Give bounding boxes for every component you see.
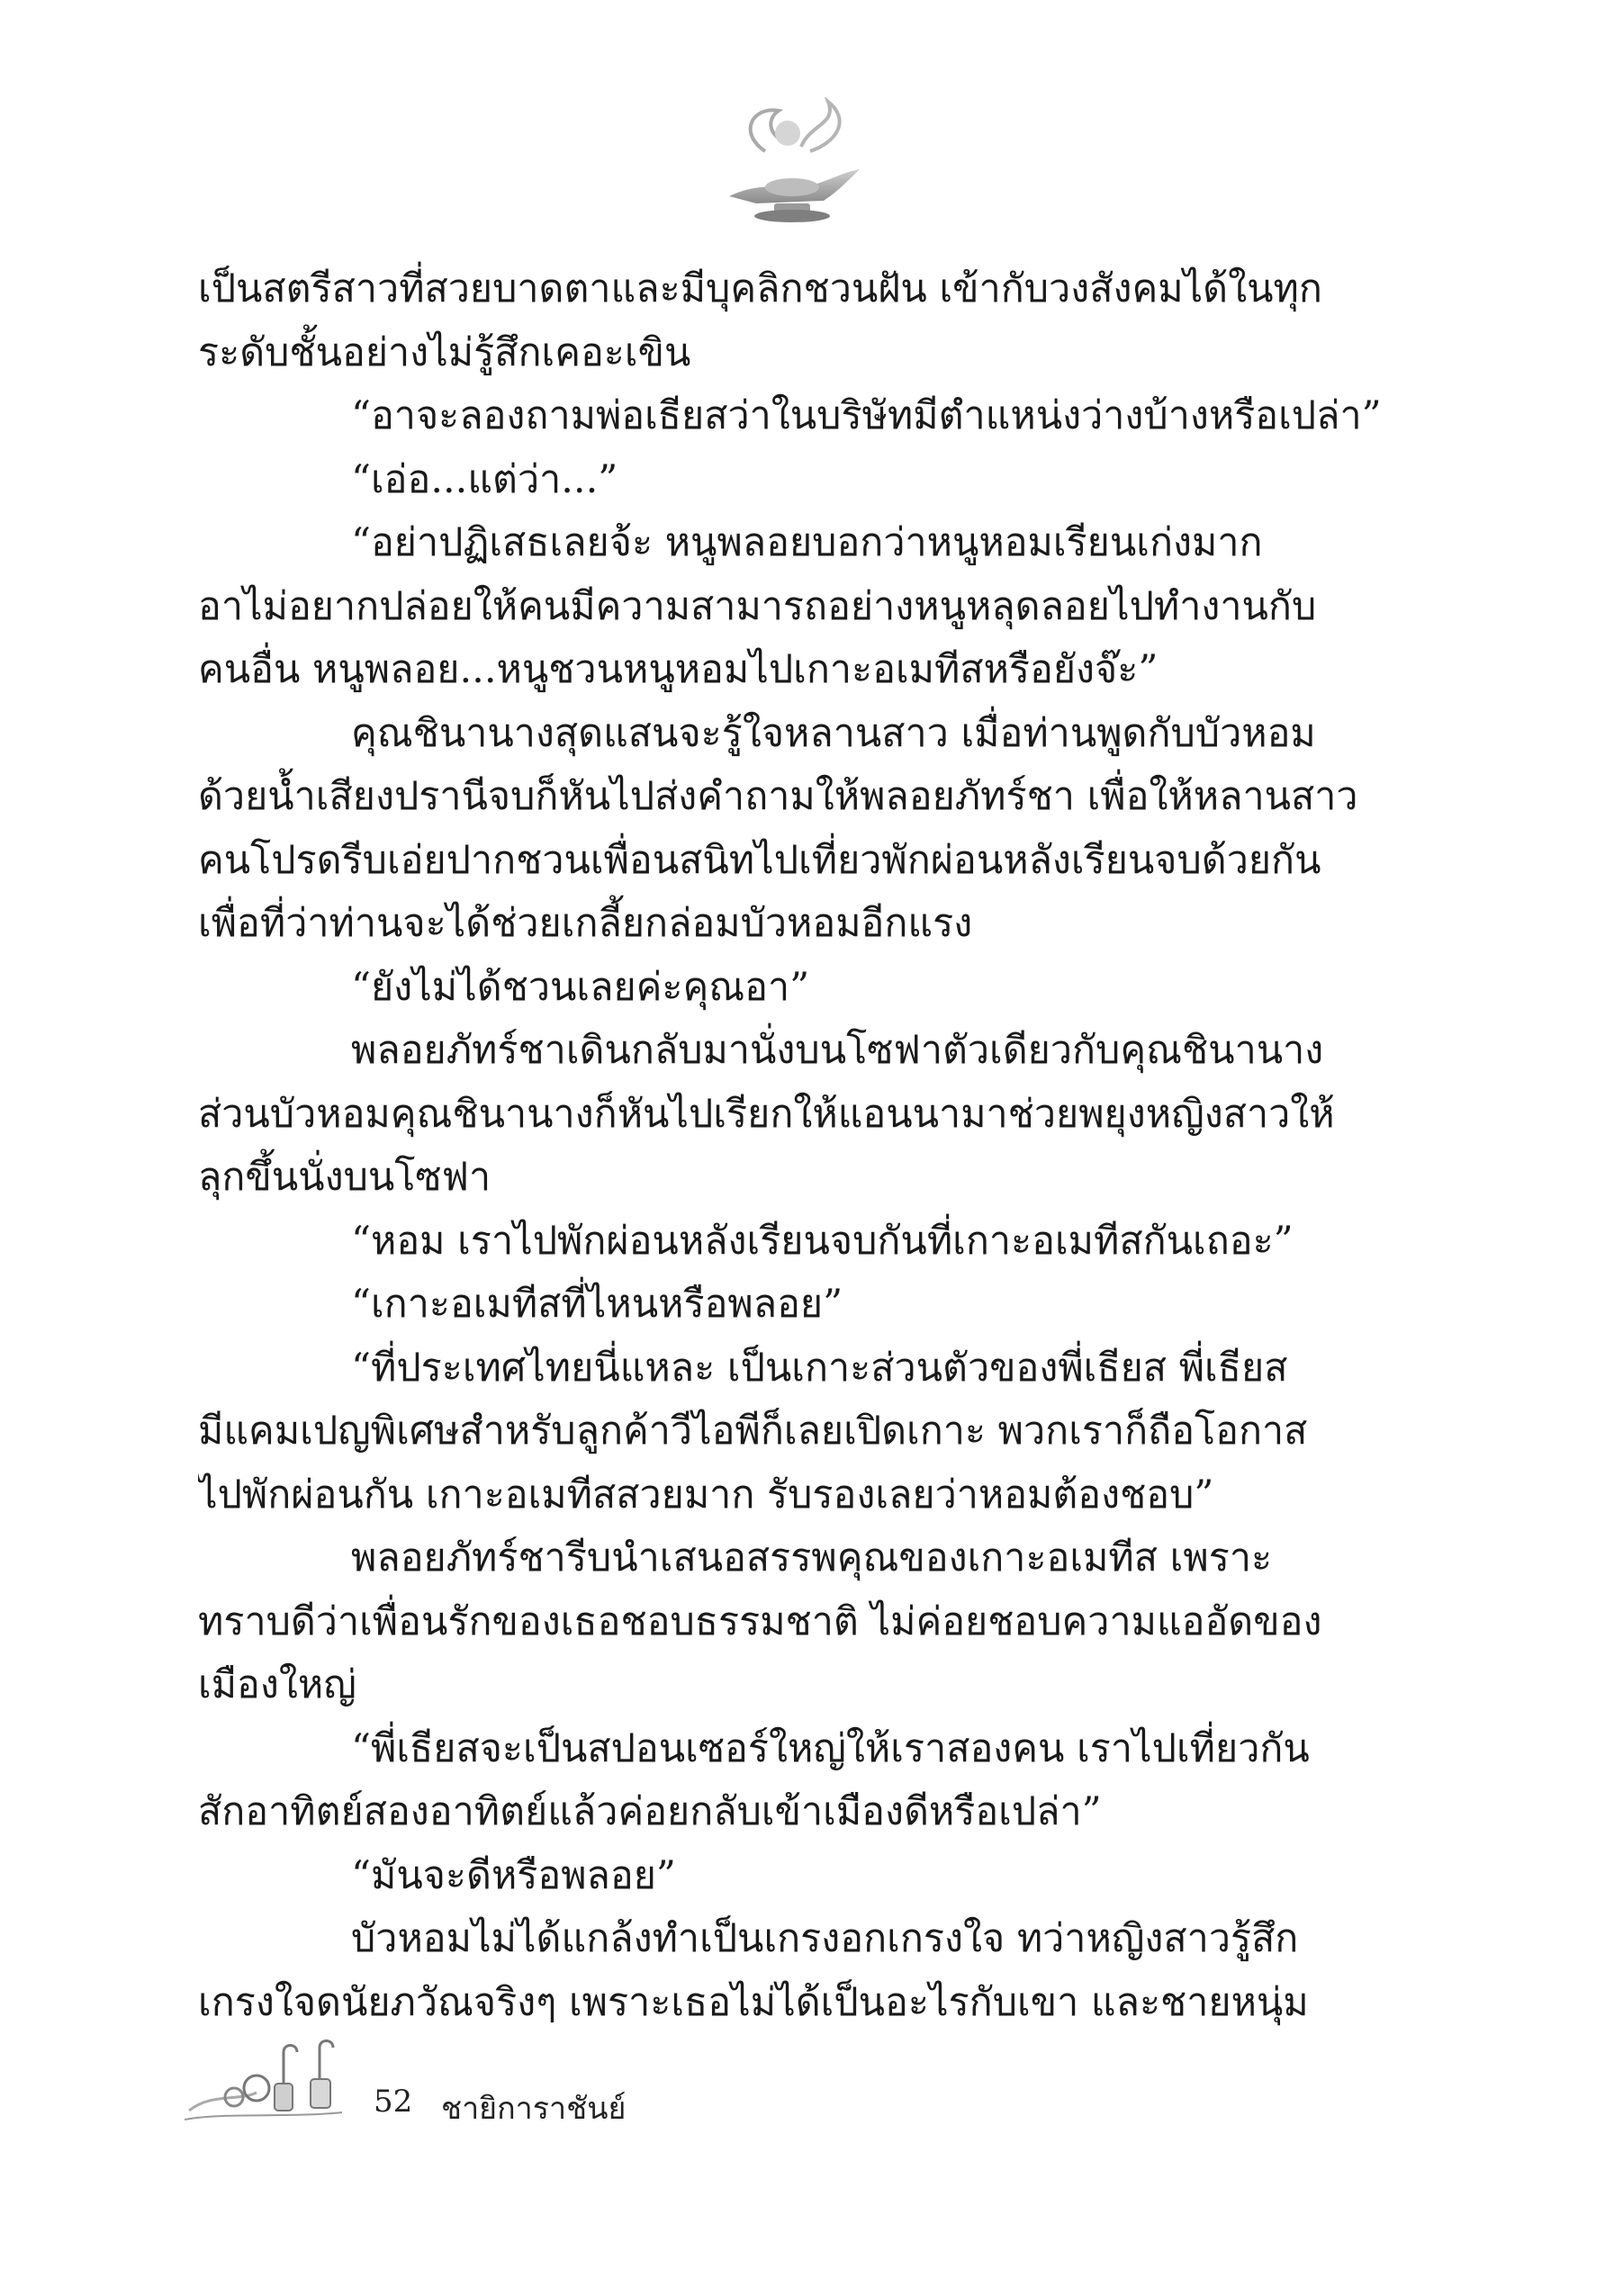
text-line: “หอม เราไปพักผ่อนหลังเรียนจบกันที่เกาะอเมทีสกันเถอะ” [351, 1218, 1294, 1264]
text-line: ระดับชั้นอย่างไม่รู้สึกเคอะเขิน [198, 329, 691, 375]
text-line: “ยังไม่ได้ชวนเลยค่ะคุณอา” [351, 964, 810, 1010]
text-line: ด้วยน้ำเสียงปรานีจบก็หันไปส่งคำถามให้พลอยภัทร์ชา เพื่อให้หลานสาว [198, 774, 1358, 819]
text-line: อาไม่อยากปล่อยให้คนมีความสามารถอย่างหนูหลุดลอยไปทำงานกับ [198, 583, 1317, 629]
text-line: ทราบดีว่าเพื่อนรักของเธอชอบธรรมชาติ ไม่ค่อยชอบความแออัดของ [198, 1598, 1322, 1644]
text-line: “เกาะอเมทีสที่ไหนหรือพลอย” [351, 1282, 843, 1327]
text-line: พลอยภัทร์ชารีบนำเสนอสรรพคุณของเกาะอเมทีส เพราะ [351, 1535, 1273, 1580]
body-text [198, 257, 1404, 2034]
text-line: “ที่ประเทศไทยนี่แหละ เป็นเกาะส่วนตัวของพี่เธียส พี่เธียส [351, 1345, 1288, 1391]
book-title: ชายิการาชันย์ [441, 2091, 627, 2127]
text-line: คุณชินานางสุดแสนจะรู้ใจหลานสาว เมื่อท่านพูดกับบัวหอม [351, 710, 1316, 756]
text-line: คนอื่น หนูพลอย...หนูชวนหนูหอมไปเกาะอเมทีสหรือยังจ๊ะ” [198, 647, 1159, 692]
text-line: สักอาทิตย์สองอาทิตย์แล้วค่อยกลับเข้าเมืองดีหรือเปล่า” [198, 1789, 1102, 1834]
text-line: ลุกขึ้นนั่งบนโซฟา [198, 1155, 491, 1200]
genie-lamp-icon [702, 97, 882, 232]
text-line: เป็นสตรีสาวที่สวยบาดตาและมีบุคลิกชวนฝัน เข้ากับวงสังคมได้ในทุก [198, 266, 1322, 311]
text-line: เกรงใจดนัยภวัณจริงๆ เพราะเธอไม่ได้เป็นอะไรกับเขา และชายหนุ่ม [198, 1979, 1309, 2025]
text-line: คนโปรดรีบเอ่ยปากชวนเพื่อนสนิทไปเที่ยวพักผ่อนหลังเรียนจบด้วยกัน [198, 837, 1321, 883]
jewelry-ornament-icon [185, 2039, 356, 2138]
text-line: พลอยภัทร์ชาเดินกลับมานั่งบนโซฟาตัวเดียวกับคุณชินานาง [351, 1028, 1324, 1073]
text-line: มีแคมเปญพิเศษสำหรับลูกค้าวีไอพีก็เลยเปิดเกาะ พวกเราก็ถือโอกาส [198, 1409, 1308, 1454]
text-line: “พี่เธียสจะเป็นสปอนเซอร์ใหญ่ให้เราสองคน เราไปเที่ยวกัน [351, 1725, 1310, 1771]
text-line: ไปพักผ่อนกัน เกาะอเมทีสสวยมาก รับรองเลยว่าหอมต้องชอบ” [198, 1472, 1214, 1517]
text-line: “อาจะลองถามพ่อเธียสว่าในบริษัทมีตำแหน่งว่างบ้างหรือเปล่า” [351, 393, 1382, 438]
text-line: ส่วนบัวหอมคุณชินานางก็หันไปเรียกให้แอนนามาช่วยพยุงหญิงสาวให้ [198, 1091, 1335, 1137]
text-line: “อย่าปฏิเสธเลยจ้ะ หนูพลอยบอกว่าหนูหอมเรียนเก่งมาก [351, 520, 1263, 565]
page-number: 52 [374, 2084, 413, 2120]
text-line: “มันจะดีหรือพลอย” [351, 1852, 676, 1898]
text-line: เมืองใหญ่ [198, 1662, 356, 1707]
text-line: “เอ่อ...แต่ว่า...” [351, 456, 618, 502]
footer [185, 2039, 995, 2147]
text-line: เพื่อที่ว่าท่านจะได้ช่วยเกลี้ยกล่อมบัวหอมอีกแรง [198, 901, 973, 946]
text-line: บัวหอมไม่ได้แกล้งทำเป็นเกรงอกเกรงใจ ทว่าหญิงสาวรู้สึก [351, 1916, 1299, 1961]
